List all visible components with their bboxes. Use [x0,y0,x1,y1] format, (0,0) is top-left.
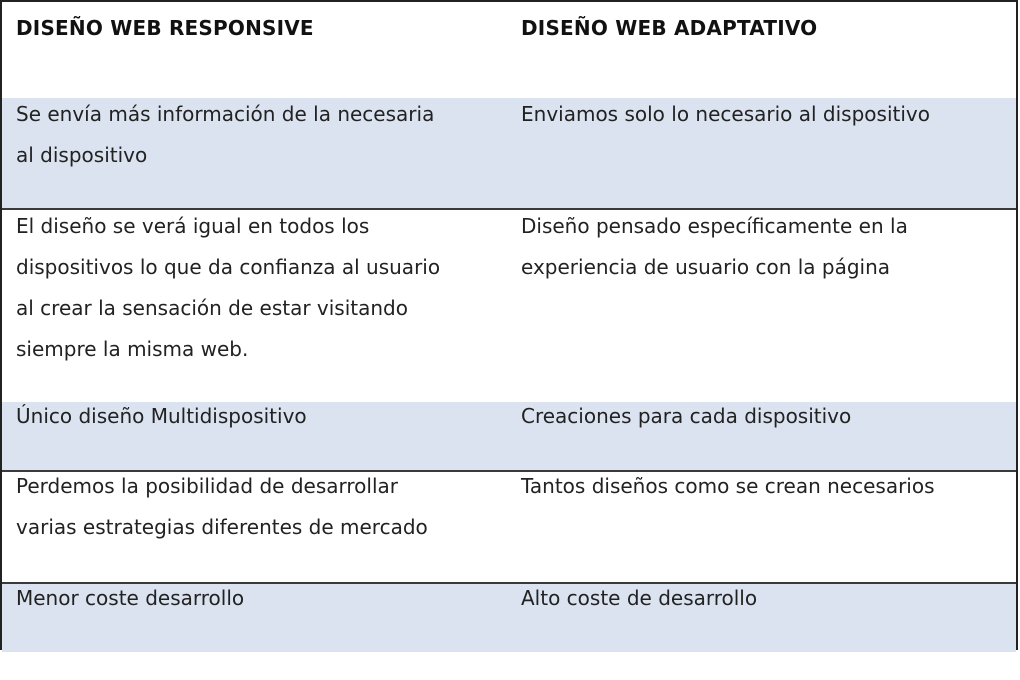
cell-adaptive: Creaciones para cada dispositivo [521,404,852,428]
table-row [2,582,1016,652]
cell-responsive: Menor coste desarrollo [16,586,245,610]
table-row [2,208,1016,402]
header-adaptive: DISEÑO WEB ADAPTATIVO [521,16,818,40]
cell-responsive: Único diseño Multidispositivo [16,404,307,428]
cell-adaptive: Alto coste de desarrollo [521,586,758,610]
header-responsive: DISEÑO WEB RESPONSIVE [16,16,314,40]
cell-adaptive: Diseño pensado específicamente en la experiencia de usuario con la página [521,214,908,279]
table-header-row [2,2,1016,98]
cell-adaptive: Tantos diseños como se crean necesarios [521,474,935,498]
cell-responsive: El diseño se verá igual en todos los dispositivos lo que da confianza al usuario al crear la sensación de estar visitando siempre la misma web. [16,214,441,361]
cell-adaptive: Enviamos solo lo necesario al dispositivo [521,102,930,126]
cell-responsive: Se envía más información de la necesaria al dispositivo [16,102,435,167]
cell-responsive: Perdemos la posibilidad de desarrollar varias estrategias diferentes de mercado [16,474,428,539]
table-row [2,470,1016,582]
table-row [2,402,1016,470]
table-row [2,98,1016,208]
